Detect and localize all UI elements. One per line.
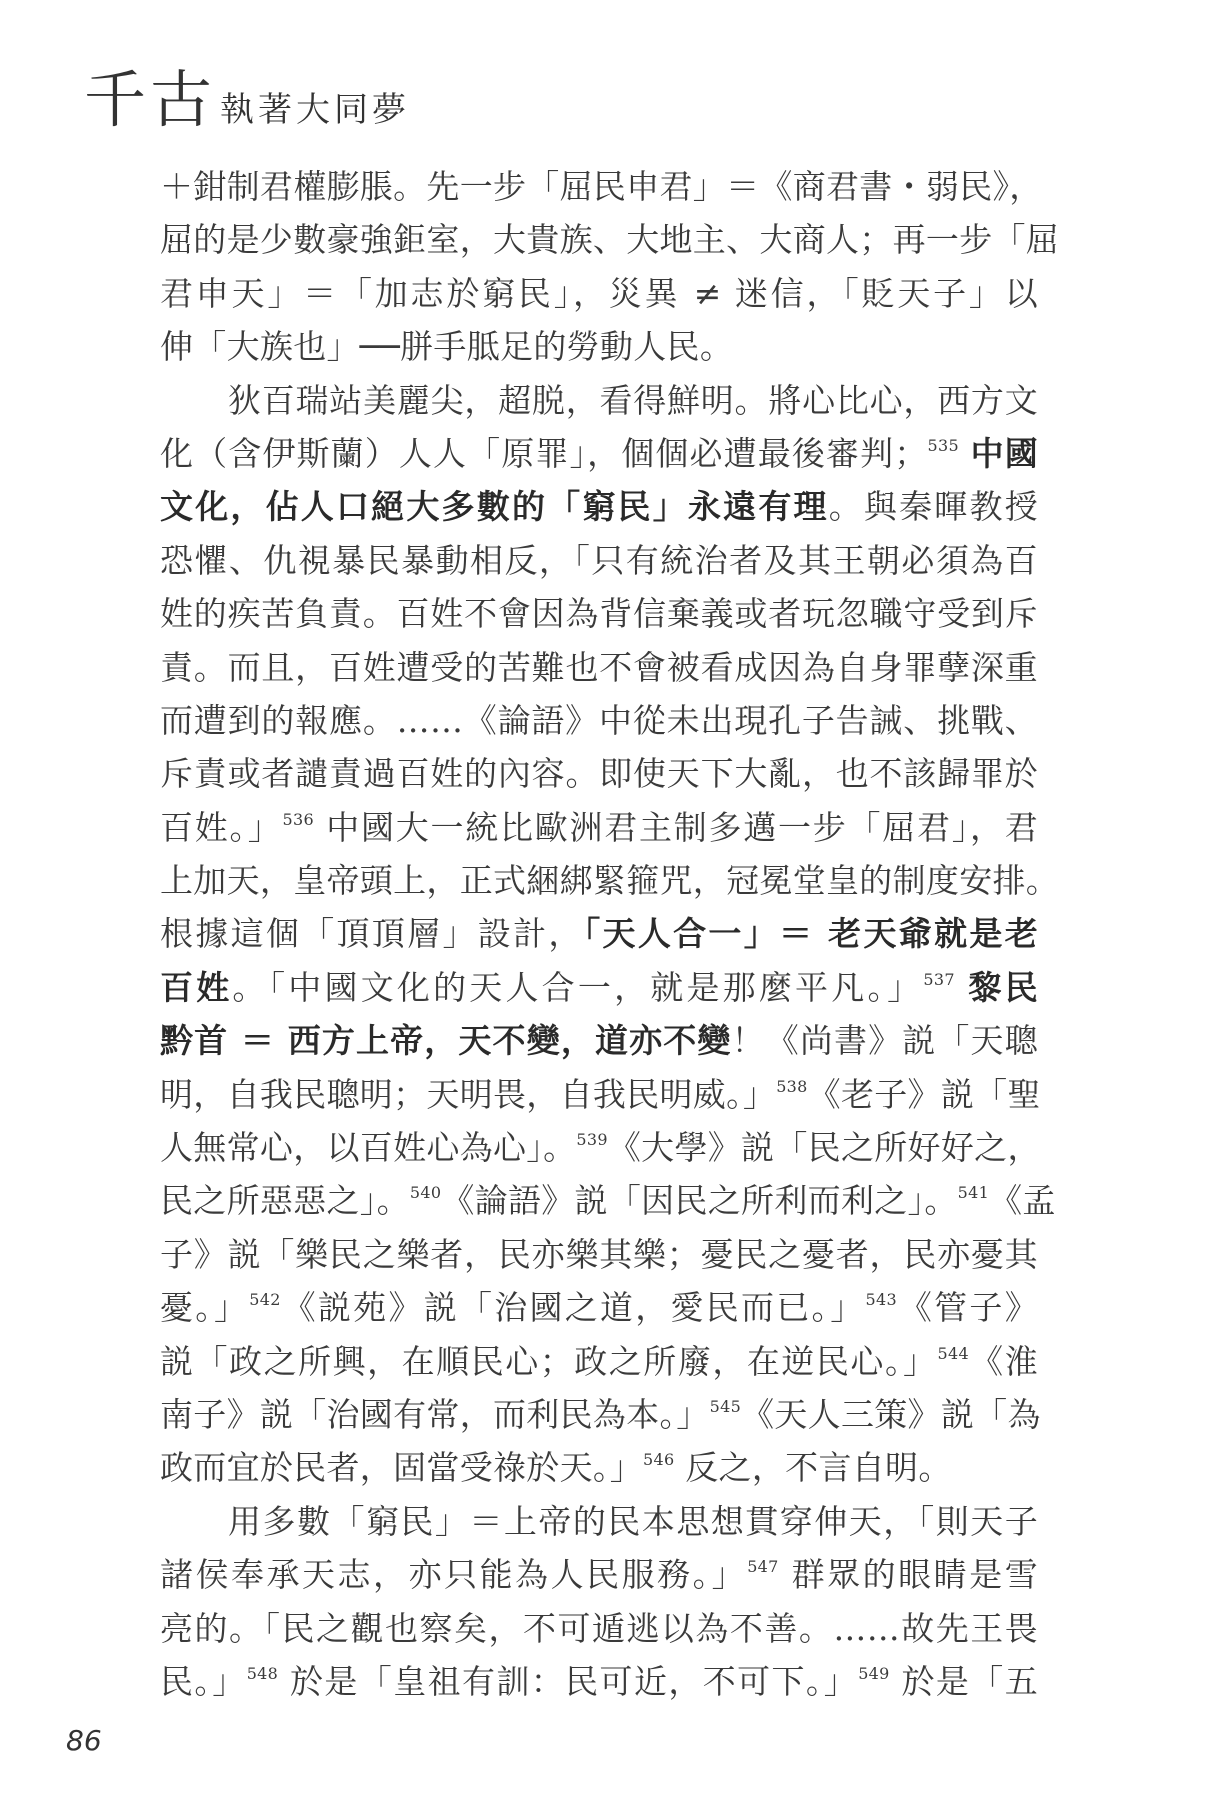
- text-line: [160, 1602, 1038, 1655]
- text-segment: 《淮: [968, 1341, 1038, 1381]
- text-segment: 中國大一統比歐洲君主制多邁一步「屈君」，君: [313, 807, 1038, 847]
- text-segment: [955, 968, 969, 1007]
- footnote-ref: 537: [923, 969, 955, 989]
- text-line: [160, 694, 1038, 747]
- text-line: [160, 587, 1038, 640]
- text-line: [160, 1068, 1041, 1121]
- text-segment: 《管子》: [896, 1288, 1038, 1328]
- footnote-ref: 539: [576, 1130, 608, 1150]
- text-segment: [959, 434, 971, 473]
- text-segment: 《大學》説「民之所好好之，: [607, 1128, 1041, 1168]
- footnote-ref: 549: [858, 1663, 890, 1683]
- text-segment: 根據這個「頂頂層」設計，: [160, 914, 584, 954]
- text-line: [160, 1548, 1038, 1601]
- footnote-ref: 542: [249, 1290, 281, 1310]
- text-line: [160, 213, 1060, 266]
- text-segment: 百姓。」: [160, 807, 283, 847]
- book-title-main: 千古: [84, 63, 217, 136]
- text-segment: 群眾的眼睛是雪: [778, 1555, 1039, 1595]
- text-segment: 人無常心，以百姓心為心」。: [160, 1128, 577, 1168]
- footnote-ref: 540: [409, 1183, 442, 1203]
- bold-text: 黔首 ＝ 西方上帝，天不變，道亦不變: [160, 1021, 732, 1061]
- text-segment: 民之所惡惡之」。: [160, 1181, 410, 1221]
- text-line: [160, 427, 1038, 480]
- text-segment: 屈的是少數豪強鉅室，大貴族、大地主、大商人；再一步「屈: [160, 220, 1060, 260]
- text-segment: 南子》説「治國有常，而利民為本。」: [160, 1394, 710, 1434]
- text-line: [160, 854, 1060, 907]
- text-segment: 上加天，皇帝頭上，正式綑綁緊箍咒，冠冕堂皇的制度安排。: [160, 861, 1060, 901]
- text-line: [160, 907, 1038, 960]
- text-line: [160, 1335, 1038, 1388]
- text-segment: 亮的。「民之觀也察矣，不可遁逃以為不善。……故先王畏: [160, 1608, 1038, 1648]
- bold-text: 「天人合一」＝ 老天爺就是老: [583, 914, 1038, 954]
- text-line: [160, 641, 1038, 694]
- text-segment: 於是「五: [889, 1661, 1038, 1701]
- text-segment: 《説苑》説「治國之道，愛民而已。」: [280, 1288, 866, 1328]
- text-segment: 《天人三策》説「為: [741, 1394, 1041, 1434]
- text-segment: 明，自我民聰明；天明畏，自我民明威。」: [160, 1074, 777, 1114]
- page-number: 86: [66, 1724, 102, 1757]
- text-segment: 姓的疾苦負責。百姓不會因為背信棄義或者玩忽職守受到斥: [160, 594, 1038, 634]
- text-line: [160, 1121, 1041, 1174]
- text-line: [160, 747, 1038, 800]
- footnote-ref: 535: [927, 435, 959, 455]
- footnote-ref: 538: [776, 1076, 808, 1096]
- running-header: [84, 50, 410, 139]
- text-segment: ！《尚書》説「天聰: [731, 1021, 1038, 1061]
- text-line: [160, 1228, 1038, 1281]
- footnote-ref: 544: [937, 1343, 969, 1363]
- text-line: [160, 534, 1038, 587]
- footnote-ref: 545: [709, 1396, 742, 1416]
- text-line: [160, 1281, 1038, 1334]
- text-segment: 《老子》説「聖: [807, 1074, 1041, 1114]
- text-segment: 。「中國文化的天人合一，就是那麼平凡。」: [232, 967, 924, 1007]
- text-segment: 君申天」＝「加志於窮民」，災異 ≠ 迷信，「貶天子」以: [160, 273, 1038, 313]
- text-segment: 恐懼、仇視暴民暴動相反，「只有統治者及其王朝必須為百: [160, 540, 1038, 580]
- text-segment: 諸侯奉承天志，亦只能為人民服務。」: [160, 1555, 748, 1595]
- body-text: [160, 160, 1060, 1708]
- text-line: [160, 1495, 1038, 1548]
- text-segment: 化（含伊斯蘭）人人「原罪」，個個必遭最後審判；: [160, 433, 928, 473]
- text-segment: 狄百瑞站美麗尖，超脱，看得鮮明。將心比心，西方文: [228, 380, 1038, 420]
- footnote-ref: 536: [282, 809, 314, 829]
- text-line: [160, 267, 1038, 320]
- text-line: [160, 1174, 1056, 1227]
- text-segment: 政而宜於民者，固當受祿於天。」: [160, 1448, 643, 1488]
- text-line: [160, 961, 1038, 1014]
- text-segment: 民。」: [160, 1661, 247, 1701]
- text-segment: 責。而且，百姓遭受的苦難也不會被看成因為自身罪孽深重: [160, 647, 1038, 687]
- footnote-ref: 547: [747, 1557, 779, 1577]
- text-segment: 反之，不言自明。: [674, 1448, 952, 1488]
- text-segment: 《孟: [989, 1181, 1056, 1221]
- text-line: [160, 320, 1038, 373]
- text-line: [160, 801, 1038, 854]
- text-segment: 於是「皇祖有訓：民可近，不可下。」: [278, 1661, 859, 1701]
- footnote-ref: 546: [643, 1450, 675, 1470]
- bold-text: 百姓: [160, 967, 233, 1007]
- text-segment: 《論語》説「因民之所利而利之」。: [441, 1181, 958, 1221]
- text-segment: 而遭到的報應。……《論語》中從未出現孔子告誡、挑戰、: [160, 700, 1038, 740]
- text-segment: 。與秦暉教授: [828, 487, 1038, 527]
- footnote-ref: 543: [865, 1290, 897, 1310]
- text-segment: 斥責或者譴責過百姓的內容。即使天下大亂，也不該歸罪於: [160, 754, 1038, 794]
- footnote-ref: 541: [957, 1183, 990, 1203]
- text-line: [160, 374, 1038, 427]
- bold-text: 黎民: [968, 967, 1038, 1007]
- text-line: [160, 160, 1043, 213]
- text-line: [160, 1655, 1038, 1708]
- bold-text: 文化，佔人口絕大多數的「窮民」永遠有理: [160, 487, 829, 527]
- text-line: [160, 480, 1038, 533]
- text-segment: 説「政之所興，在順民心；政之所廢，在逆民心。」: [160, 1341, 938, 1381]
- bold-text: 中國: [970, 433, 1039, 473]
- text-segment: 伸「大族也」──胼手胝足的勞動人民。: [160, 327, 734, 367]
- text-segment: 用多數「窮民」＝上帝的民本思想貫穿伸天，「則天子: [228, 1501, 1038, 1541]
- text-line: [160, 1441, 1038, 1494]
- footnote-ref: 548: [246, 1663, 279, 1683]
- text-segment: 憂。」: [160, 1288, 250, 1328]
- text-segment: 子》説「樂民之樂者，民亦樂其樂；憂民之憂者，民亦憂其: [160, 1234, 1038, 1274]
- text-line: [160, 1014, 1038, 1067]
- text-segment: ＋鉗制君權膨脹。先一步「屈民申君」＝《商君書・弱民》，: [160, 167, 1043, 206]
- text-line: [160, 1388, 1041, 1441]
- book-title-sub: 執著大同夢: [220, 90, 411, 130]
